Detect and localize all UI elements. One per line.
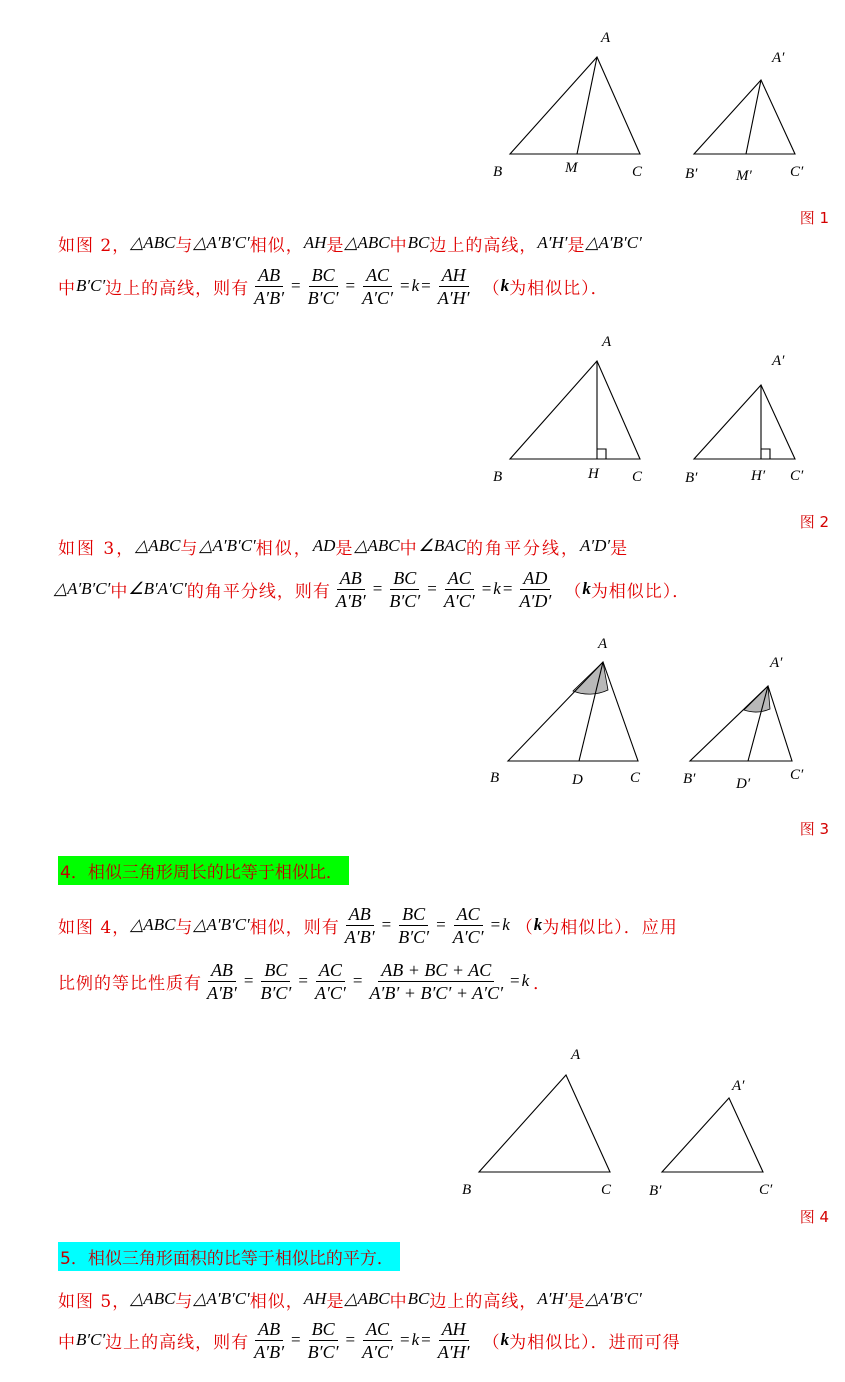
triangle-a2b2c2 [690,686,792,761]
text: 如图 2， [58,235,131,256]
text: 是 [326,1291,345,1312]
math: △A′B′C′ [585,233,642,252]
figure-1 [480,20,820,190]
label-C: C [601,1182,612,1198]
figure-3 [480,630,820,800]
text: 比例的等比性质有 [58,973,202,994]
text: 中 [389,235,408,256]
label-B: B [493,469,503,485]
math: A′H′ [537,233,568,252]
text: 是 [335,538,355,559]
math: BC [407,1289,430,1308]
math: ∠BAC [418,536,466,555]
text: ． [533,973,552,994]
label-A-prime: A′ [772,50,785,66]
text: 是 [567,1291,586,1312]
fraction: $\frac{AH}{A'H'}$ [437,1318,470,1362]
text: 中 [389,1291,408,1312]
label-D: D [572,772,583,788]
math: k [493,579,501,598]
label-B-prime: B′ [685,166,698,182]
math: B′C′ [76,1330,106,1349]
fraction: $\frac{BC}{B'C'}$ [307,264,339,308]
label-A-prime: A′ [732,1078,745,1094]
math: △ABC [135,536,181,555]
fraction: $\frac{AC}{A'C'}$ [443,567,475,611]
text: 的角平分线，则有 [186,581,331,602]
text: 与 [175,235,194,256]
fraction: $\frac{BC}{B'C'}$ [389,567,421,611]
fraction: $\frac{AC}{A'C'}$ [362,264,394,308]
math: k [502,915,510,934]
triangle-abc [510,57,640,154]
label-A: A [571,1047,581,1063]
label-B-prime: B′ [685,470,698,486]
right-angle-mark [597,449,606,459]
text: 如图 3， [58,538,136,559]
paragraph-fig3: 如图 3， △ABC 与 △A′B′C′ 相似， AD 是 △ABC 中 ∠BAC 的角平分线， A′D′ 是 △A′B′C′ 中 ∠B′A′C′ 的角平分线，则有 $\frac{AB}{A'B'}$ = $\frac{BC}{B'C'}$ = $\frac{AC}{A'C'}$ = k = $\frac{AD}{A'D'}$ （ k 为相似比）． [58,533,831,623]
text: 中 [58,278,76,299]
math: △ABC [344,1289,390,1308]
math: AH [303,233,327,252]
fraction: $\frac{AB}{A'B'}$ [335,567,366,611]
label-M-prime: M′ [736,168,752,184]
math: k [411,276,420,295]
figure-4-caption: 图 4 [799,1208,829,1226]
text: 中 [58,1332,76,1353]
label-D-prime: D′ [736,776,751,792]
math: AH [303,1289,327,1308]
right-angle-mark [761,449,770,459]
label-B: B [493,164,503,180]
label-A-prime: A′ [770,655,783,671]
math: △A′B′C′ [193,915,250,934]
fraction: $\frac{AB + BC + AC}{A'B' + B'C' + A'C'}$ [369,959,504,1003]
fraction: $\frac{BC}{B'C'}$ [260,959,292,1003]
label-C: C [630,770,641,786]
label-A: A [598,636,608,652]
text: 相似， [249,235,304,256]
fraction: $\frac{AB}{A'B'}$ [254,1318,285,1362]
figure-1-caption: 图 1 [799,209,829,227]
text: 相似，则有 [249,917,340,938]
triangle-a2b2c2 [694,80,795,154]
fraction: $\frac{AB}{A'B'}$ [254,264,285,308]
text: 与 [175,917,194,938]
triangle-a2b2c2 [662,1098,763,1172]
paragraph-fig5: 如图 5， △ABC 与 △A′B′C′ 相似， AH 是 △ABC 中 BC 边上的高线， A′H′ 是 △A′B′C′ 中 B′C′ 边上的高线，则有 $\frac{AB}{A'B'}$ = $\frac{BC}{B'C'}$ = $\frac{AC}{A'C'}$ = k = $\frac{AH}{A'H'}$ （ k 为相似比）．进而可得 [58,1286,831,1376]
math: △ABC [344,233,390,252]
text: 为相似比）．应用 [542,917,678,938]
label-A-prime: A′ [772,353,785,369]
heading-4: 4．相似三角形周长的比等于相似比． [58,856,349,885]
label-A: A [601,30,611,46]
math: k [582,579,591,598]
fraction: $\frac{AB}{A'B'}$ [207,959,237,1003]
math: △ABC [130,915,176,934]
label-B-prime: B′ [683,771,696,787]
angle-arc-a-prime [744,686,770,712]
text: （ [564,581,583,602]
math: ∠B′A′C′ [128,579,187,598]
label-B: B [462,1182,472,1198]
math: △A′B′C′ [54,579,111,598]
label-C-prime: C′ [790,767,804,783]
angle-arc-a [573,662,608,694]
label-C-prime: C′ [790,164,804,180]
fraction: $\frac{AC}{A'C'}$ [452,903,484,947]
fraction: $\frac{AD}{A'D'}$ [519,567,552,611]
fraction: $\frac{AB}{A'B'}$ [344,903,375,947]
text: 的角平分线， [465,538,580,559]
triangle-abc [510,361,640,459]
math: BC [407,233,430,252]
text: 如图 4， [58,917,131,938]
triangle-a2b2c2 [694,385,795,459]
text: （ [515,917,534,938]
median-a2m2 [746,80,761,154]
triangle-abc [479,1075,610,1172]
label-C-prime: C′ [759,1182,773,1198]
math: A′D′ [579,536,611,555]
label-B: B [490,770,500,786]
math: △A′B′C′ [199,536,256,555]
figure-2 [480,328,820,498]
figure-2-caption: 图 2 [799,513,829,531]
fraction: $\frac{BC}{B'C'}$ [398,903,430,947]
math: B′C′ [76,276,106,295]
text: 是 [567,235,586,256]
text: 边上的高线，则有 [105,1332,250,1353]
paragraph-fig2: 如图 2， △ABC 与 △A′B′C′ 相似， AH 是 △ABC 中 BC 边上的高线， A′H′ 是 △A′B′C′ 中 B′C′ 边上的高线，则有 $\frac{AB}{A'B'}$ = $\frac{BC}{B'C'}$ = $\frac{AC}{A'C'}$ = k = $\frac{AH}{A'H'}$ （ k 为相似比）． [58,230,831,320]
fraction: $\frac{AC}{A'C'}$ [314,959,346,1003]
figure-3-caption: 图 3 [799,820,829,838]
label-H: H [588,466,599,482]
math: △ABC [130,233,176,252]
math: k [500,276,510,295]
text: 是 [610,538,630,559]
text: 为相似比）． [509,278,609,299]
text: 为相似比）． [590,581,691,602]
text: 如图 5， [58,1291,131,1312]
math: AD [312,536,336,555]
text: （ [482,1332,501,1353]
label-M: M [565,160,578,176]
fraction: $\frac{BC}{B'C'}$ [307,1318,339,1362]
math: △A′B′C′ [585,1289,642,1308]
text: 相似， [249,1291,304,1312]
label-C: C [632,164,643,180]
text: 与 [175,1291,194,1312]
label-C-prime: C′ [790,468,804,484]
math: △ABC [354,536,400,555]
text: 中 [110,581,129,602]
math: k [533,915,543,934]
math: k [500,1330,510,1349]
text: 是 [326,235,345,256]
text: 边上的高线， [429,1291,538,1312]
label-B-prime: B′ [649,1183,662,1199]
text: （ [482,278,501,299]
median-am [577,57,597,154]
figure-4 [450,1040,810,1200]
text: 为相似比）．进而可得 [509,1332,681,1353]
paragraph-fig4: 如图 4， △ABC 与 △A′B′C′ 相似，则有 $\frac{AB}{A'B'}$ = $\frac{BC}{B'C'}$ = $\frac{AC}{A'C'}$ = k （ k 为相似比）．应用 比例的等比性质有 $\frac{AB}{A'B'}$ = $\frac{BC}{B'C'}$ = $\frac{AC}{A'C'}$ = $\frac{AB + BC + AC}{A'B' + B'C' + A'C'}$ = k ． [58,903,678,1003]
fraction: $\frac{AH}{A'H'}$ [437,264,470,308]
text: 边上的高线，则有 [105,278,250,299]
text: 与 [180,538,200,559]
label-A: A [602,334,612,350]
triangle-abc [508,662,638,761]
math: k [411,1330,420,1349]
text: 相似， [255,538,313,559]
text: 中 [399,538,419,559]
math: △ABC [130,1289,176,1308]
math: A′H′ [537,1289,568,1308]
heading-5: 5．相似三角形面积的比等于相似比的平方． [58,1242,400,1271]
label-H-prime: H′ [751,468,766,484]
math: k [521,971,530,990]
math: △A′B′C′ [193,233,250,252]
text: 边上的高线， [429,235,538,256]
label-C: C [632,469,643,485]
math: △A′B′C′ [193,1289,250,1308]
fraction: $\frac{AC}{A'C'}$ [362,1318,394,1362]
